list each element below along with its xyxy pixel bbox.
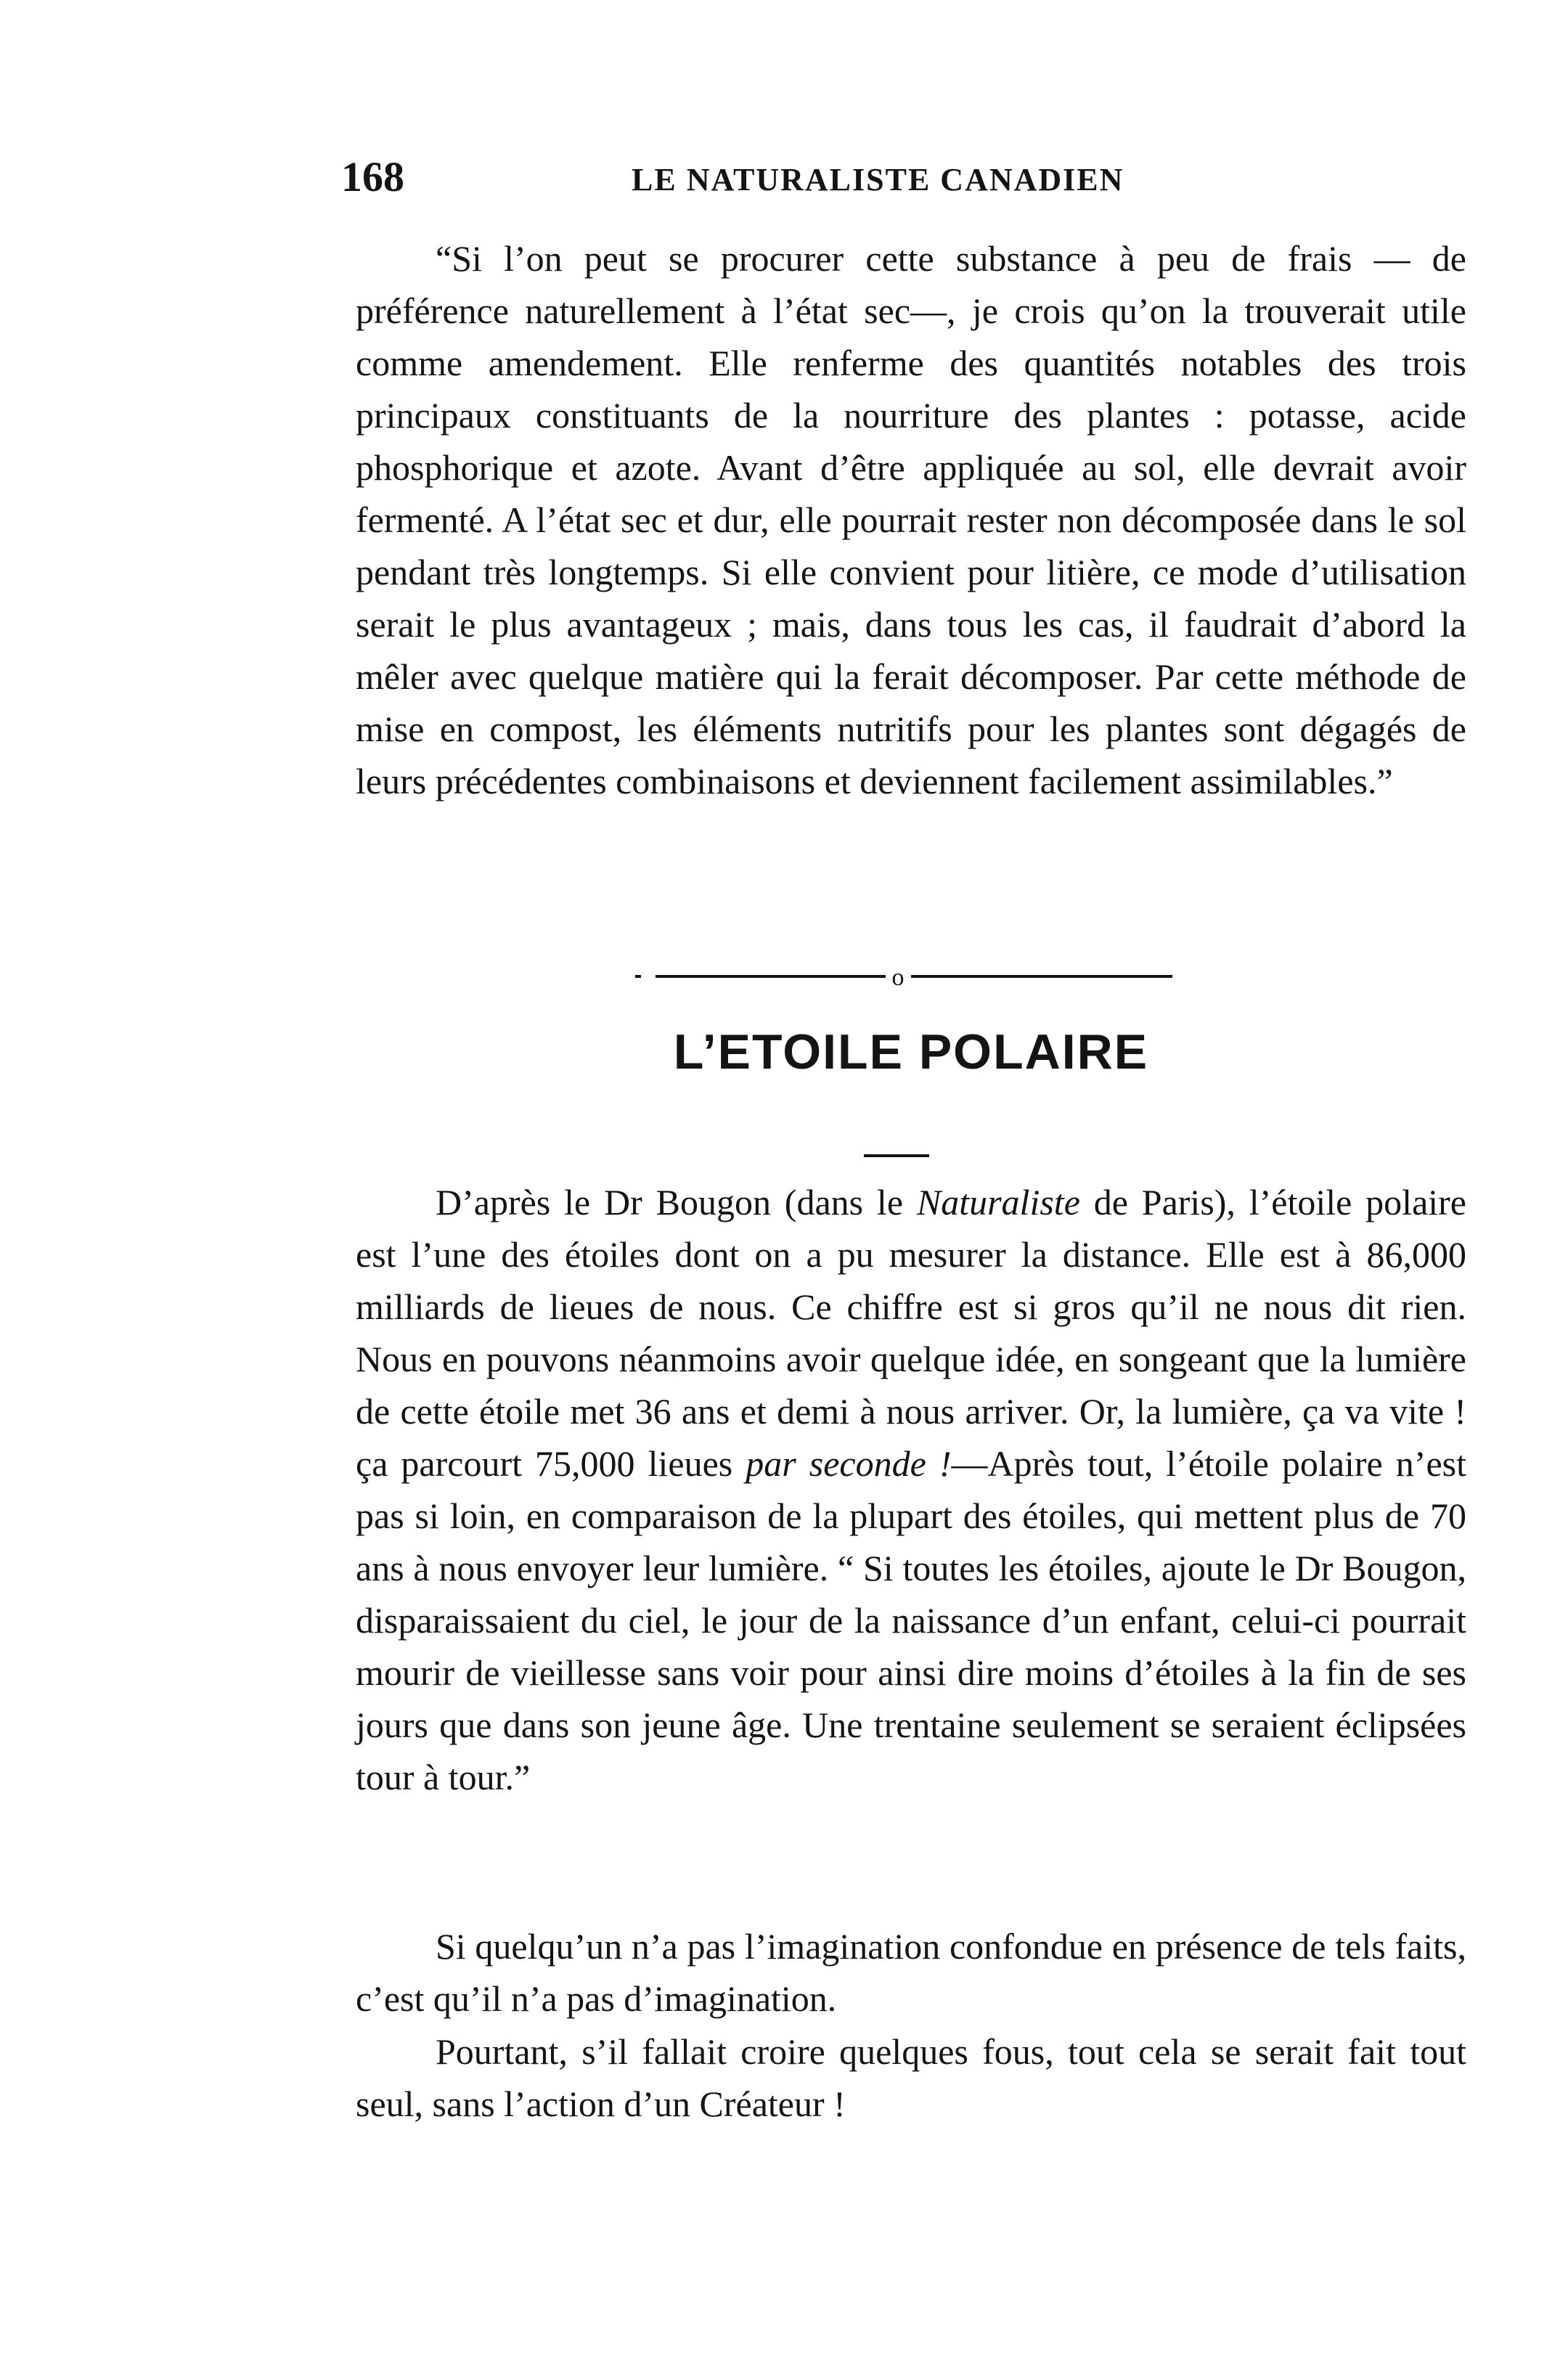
body-paragraph-1 xyxy=(356,1176,1466,1803)
section-title: L’ETOILE POLAIRE xyxy=(673,1024,1149,1079)
emphasis-text: par seconde ! xyxy=(746,1443,952,1484)
section-ornament xyxy=(635,962,1187,991)
periodical-title: Naturaliste xyxy=(916,1182,1080,1223)
body-text-segment: D’après le Dr Bougon (dans le xyxy=(436,1182,917,1223)
body-text-segment: —Après tout, l’étoile polaire n’est pas si loin, en comparaison de la plupart des étoiles, qui mettent plus de 70 ans à nous envoyer leur lumière. “ Si toutes les étoiles, ajoute le Dr Bougon, disparaissaient du ciel, le jour de la naissance d’un enfant, celui-ci pourrait mourir de vieillesse sans voir pour ainsi dire moins d’étoiles à la fin de ses jours que dans son jeune âge. Une trentaine seulement se seraient éclipsées tour à tour.” xyxy=(356,1443,1466,1797)
title-rule xyxy=(864,1154,929,1157)
quote-paragraph: “Si l’on peut se procurer cette substance à peu de frais — de préférence naturellement à l’état sec—, je crois qu’on la trouverait utile comme amendement. Elle renferme des quantités notables des trois principaux constituants de la nourriture des plantes : potasse, acide phosphorique et azote. Avant d’être appliquée au sol, elle devrait avoir fermenté. A l’état sec et dur, elle pourrait rester non décomposée dans le sol pendant très longtemps. Si elle convient pour litière, ce mode d’utilisation serait le plus avantageux ; mais, dans tous les cas, il faudrait d’abord la mêler avec quelque matière qui la ferait décomposer. Par cette méthode de mise en compost, les éléments nutritifs pour les plantes sont dégagés de leurs précédentes combinaisons et deviennent facilement assimilables.” xyxy=(356,238,1466,801)
ornament-center-mark: o xyxy=(891,964,905,991)
page-number: 168 xyxy=(341,153,404,200)
body-paragraph-3: Pourtant, s’il fallait croire quelques fous, tout cela se serait fait tout seul, sans l’action d’un Créateur ! xyxy=(356,2031,1466,2124)
body-paragraph-2: Si quelqu’un n’a pas l’imagination confondue en présence de tels faits, c’est qu’il n’a pas d’imagination. xyxy=(356,1926,1466,2019)
body-text-segment: de Paris), l’étoile polaire est l’une des étoiles dont on a pu mesurer la distance. Elle est à 86,000 milliards de lieues de nous. Ce chiffre est si gros qu’il ne nous dit rien. Nous en pouvons néanmoins avoir quelque idée, en songeant que la lumière de cette étoile met 36 ans et demi à nous arriver. Or, la lumière, ça va vite ! ça parcourt 75,000 lieues xyxy=(356,1182,1466,1484)
running-head: LE NATURALISTE CANADIEN xyxy=(632,162,1124,197)
